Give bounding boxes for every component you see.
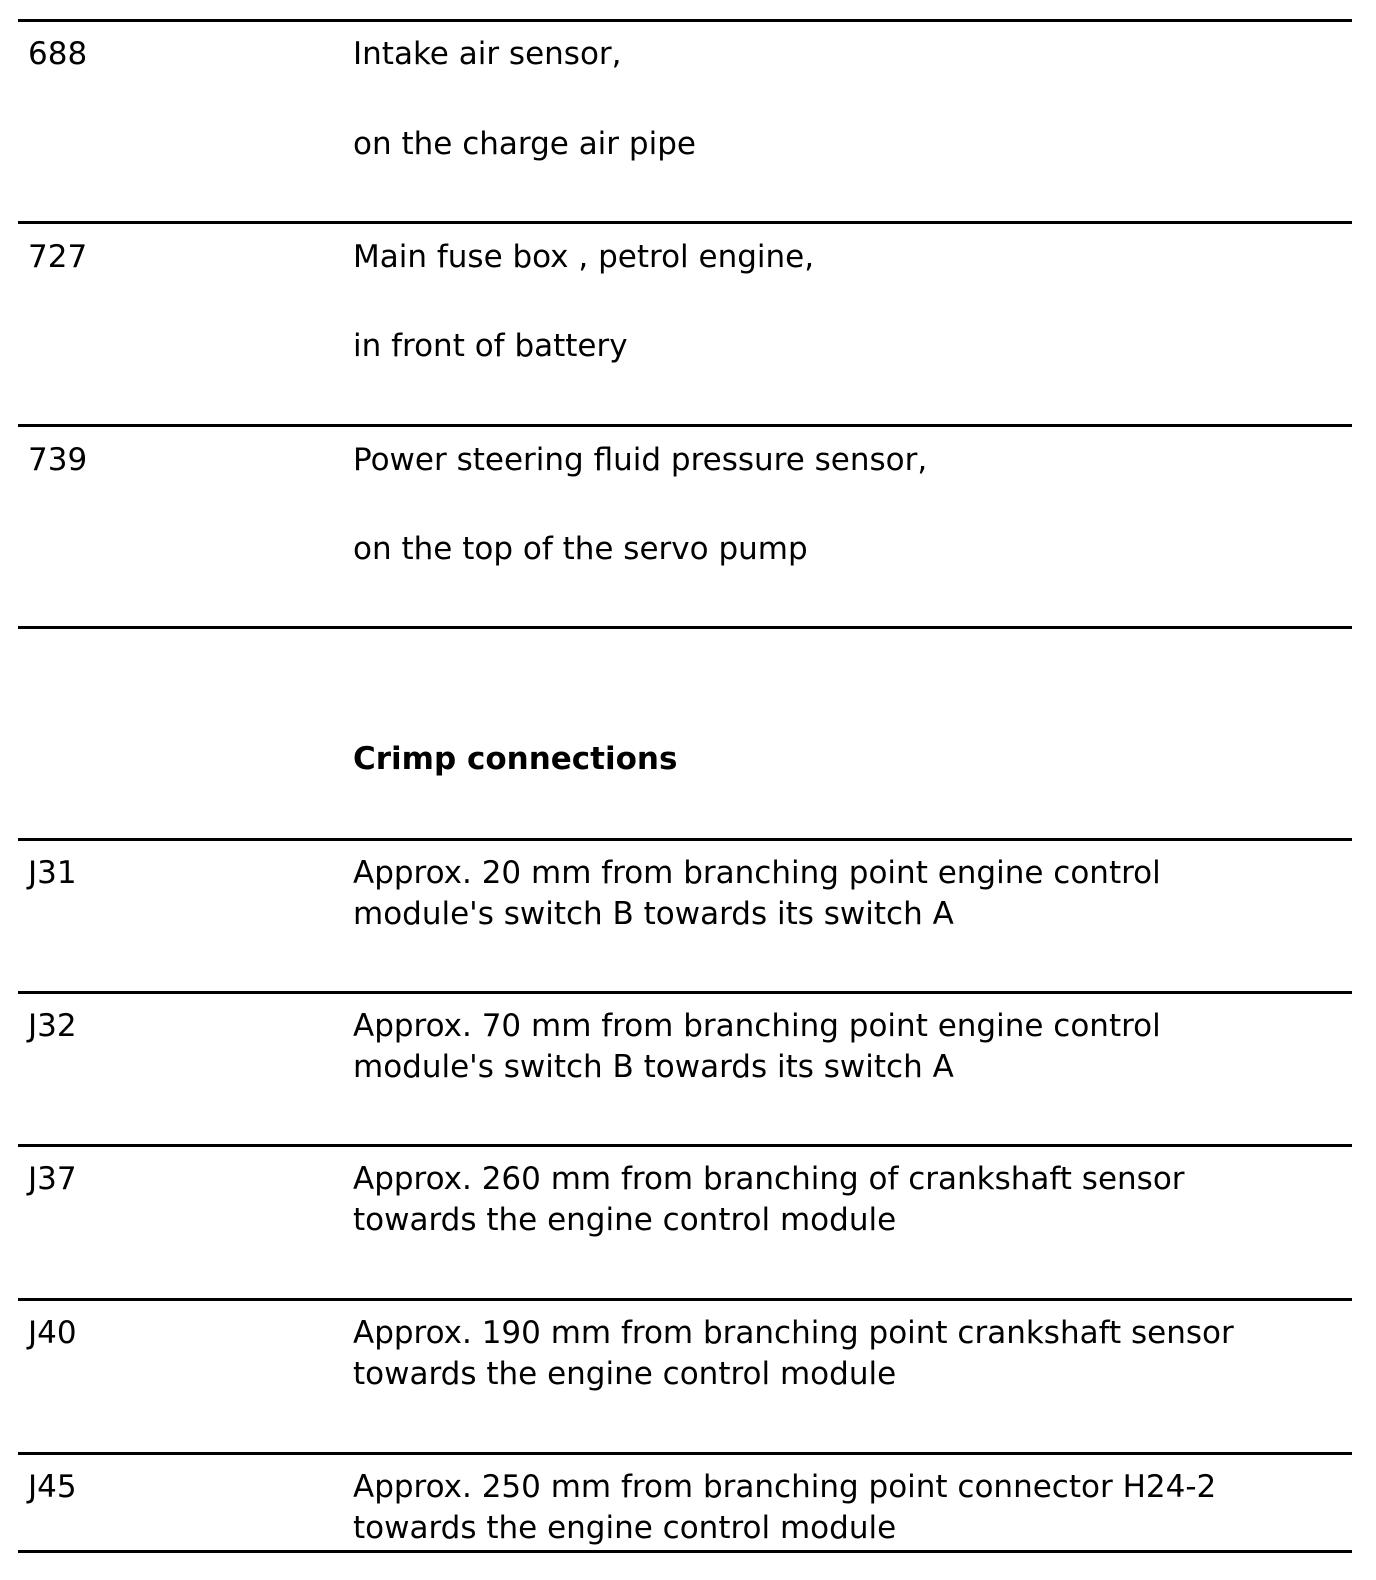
crimp-description-line1: Approx. 250 mm from branching point connector H24-2 [353,1469,1217,1505]
crimp-description-line1: Approx. 70 mm from branching point engine control [353,1008,1161,1044]
component-description-line2: in front of battery [353,328,628,364]
component-code: 739 [28,442,88,478]
crimp-code: J31 [28,855,77,891]
crimp-description-line2: module's switch B towards its switch A [353,896,954,932]
crimp-code: J37 [28,1161,77,1197]
component-description-line2: on the top of the servo pump [353,531,808,567]
row-divider [18,1550,1352,1553]
row-divider [18,19,1352,22]
crimp-code: J32 [28,1008,77,1044]
crimp-description-line2: towards the engine control module [353,1202,897,1238]
row-divider [18,991,1352,994]
component-description-line2: on the charge air pipe [353,126,696,162]
row-divider [18,1144,1352,1147]
component-description-line1: Power steering fluid pressure sensor, [353,442,928,478]
row-divider [18,1298,1352,1301]
component-description-line1: Intake air sensor, [353,36,622,72]
crimp-description-line2: module's switch B towards its switch A [353,1049,954,1085]
row-divider [18,1452,1352,1455]
crimp-description-line1: Approx. 190 mm from branching point crankshaft sensor [353,1315,1234,1351]
component-code: 727 [28,239,88,275]
crimp-code: J45 [28,1469,77,1505]
row-divider [18,221,1352,224]
row-divider [18,626,1352,629]
crimp-description-line1: Approx. 260 mm from branching of crankshaft sensor [353,1161,1185,1197]
crimp-code: J40 [28,1315,77,1351]
component-code: 688 [28,36,88,72]
row-divider [18,838,1352,841]
crimp-description-line2: towards the engine control module [353,1510,897,1546]
row-divider [18,424,1352,427]
crimp-description-line2: towards the engine control module [353,1356,897,1392]
crimp-description-line1: Approx. 20 mm from branching point engine control [353,855,1161,891]
section-heading: Crimp connections [353,741,678,777]
component-description-line1: Main fuse box , petrol engine, [353,239,815,275]
